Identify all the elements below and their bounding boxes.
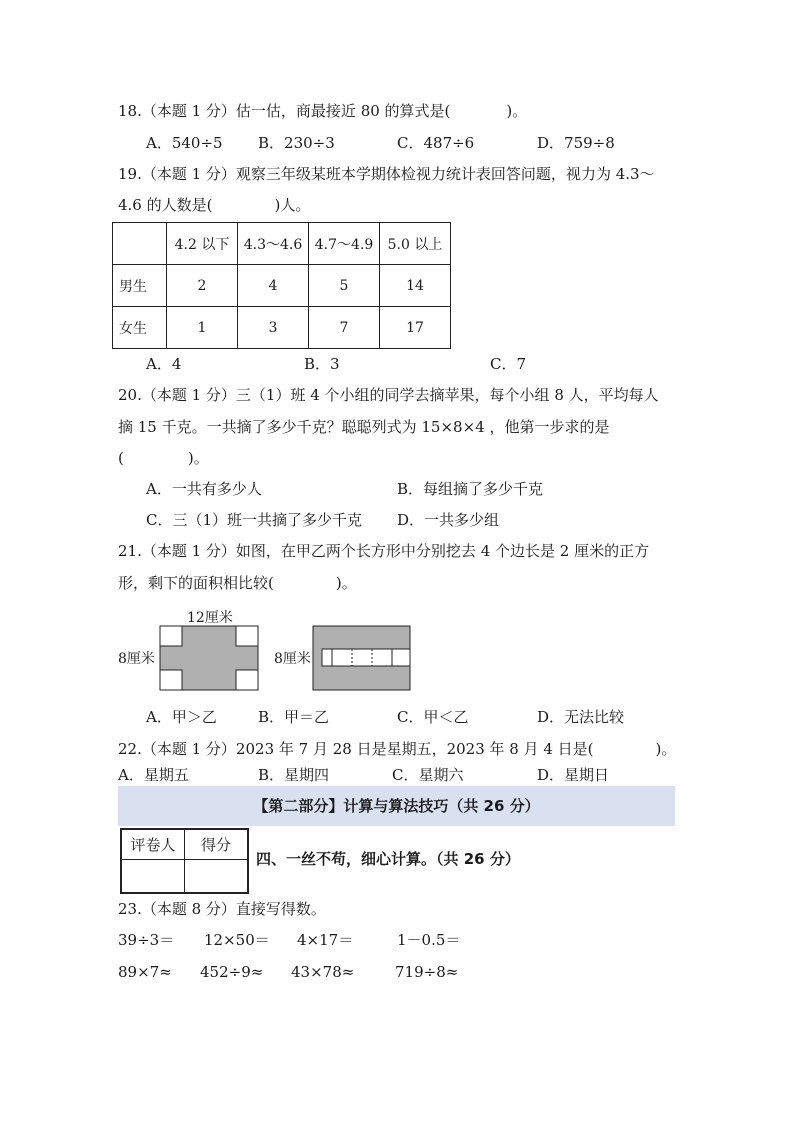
q19-option-b[interactable]: B．3: [304, 355, 340, 373]
q23-stem: 23.（本题 8 分）直接写得数。: [118, 900, 326, 918]
score-header-row: [121, 829, 248, 860]
cut-strip: [322, 649, 410, 666]
q18-stem: [118, 101, 527, 121]
q19-stem-line2-text: 4.6 的人数是(: [118, 196, 213, 214]
q20-option-b[interactable]: B．每组摘了多少千克: [397, 480, 544, 498]
q22-stem: [118, 739, 676, 759]
q18-stem-text: 18.（本题 1 分）估一估，商最接近 80 的算式是(: [118, 102, 451, 120]
q21-line2: [118, 573, 357, 593]
score-header: 得分: [185, 829, 249, 860]
q21-line2-close: )。: [335, 574, 357, 592]
rectangle-jia: [160, 626, 258, 690]
table-cell: 男生: [113, 265, 167, 307]
q19-option-a[interactable]: A．4: [146, 355, 182, 373]
calc-item: 39÷3＝: [118, 931, 175, 949]
q20-line1: 20.（本题 1 分）三（1）班 4 个小组的同学去摘苹果，每个小组 8 人，平均每人: [118, 386, 659, 404]
q19-stem-line1: 19.（本题 1 分）观察三年级某班本学期体检视力统计表回答问题，视力为 4.3～: [118, 165, 655, 183]
table-cell: 4: [238, 265, 309, 307]
table-header-cell: [113, 223, 167, 265]
table-row: [113, 307, 451, 349]
cut-square: [236, 670, 258, 690]
table-row: [113, 265, 451, 307]
q18-option-c[interactable]: C．487÷6: [397, 134, 475, 152]
calc-item: 43×78≈: [291, 963, 355, 981]
table-cell: 3: [238, 307, 309, 349]
q19-stem-line2-close: )人。: [274, 196, 311, 214]
cut-square: [160, 670, 182, 690]
figure-top-label: 12厘米: [187, 610, 233, 626]
q19-option-c[interactable]: C．7: [490, 355, 527, 373]
score-input-row: [121, 860, 248, 894]
q21-option-b[interactable]: B．甲＝乙: [258, 708, 330, 726]
q22-option-d[interactable]: D．星期日: [537, 766, 610, 784]
q21-option-c[interactable]: C．甲＜乙: [397, 708, 469, 726]
vision-statistics-table: [112, 222, 451, 349]
q20-option-a[interactable]: A．一共有多少人: [146, 480, 262, 498]
table-cell: 5: [309, 265, 380, 307]
cut-square: [236, 626, 258, 646]
calc-item: 89×7≈: [118, 963, 172, 981]
rectangle-yi: [313, 626, 410, 690]
table-cell: 2: [167, 265, 238, 307]
table-header-row: [113, 223, 451, 265]
cut-square: [160, 626, 182, 646]
calc-item: 452÷9≈: [200, 963, 264, 981]
calc-item: 4×17＝: [297, 931, 354, 949]
q20-line3-close: )。: [187, 449, 209, 467]
q18-stem-close: )。: [506, 102, 528, 120]
rectangles-figure: [116, 608, 416, 692]
q19-stem-line2: [118, 195, 310, 215]
section-heading: 四、一丝不苟，细心计算。（共 26 分）: [256, 850, 520, 868]
q20-option-c[interactable]: C．三（1）班一共摘了多少千克: [146, 511, 363, 529]
grader-score-table: [120, 828, 249, 894]
figure-left-label-yi: 8厘米: [274, 651, 311, 667]
q22-option-a[interactable]: A．星期五: [118, 766, 189, 784]
q20-line3-open: (: [118, 449, 124, 467]
calc-item: 1－0.5＝: [397, 931, 461, 949]
q20-option-d[interactable]: D．一共多少组: [397, 511, 500, 529]
score-field[interactable]: [185, 860, 249, 894]
grader-header: 评卷人: [121, 829, 185, 860]
table-cell: 17: [380, 307, 451, 349]
q22-option-b[interactable]: B．星期四: [258, 766, 330, 784]
table-header-cell: 5.0 以上: [380, 223, 451, 265]
figure-left-label-jia: 8厘米: [118, 651, 155, 667]
q20-line3: [118, 448, 209, 468]
table-header-cell: 4.3～4.6: [238, 223, 309, 265]
q22-option-c[interactable]: C．星期六: [392, 766, 464, 784]
q21-line2-text: 形，剩下的面积相比较(: [118, 574, 274, 592]
section-banner: 【第二部分】计算与算法技巧（共 26 分）: [118, 786, 675, 826]
calc-item: 12×50＝: [204, 931, 270, 949]
grader-field[interactable]: [121, 860, 185, 894]
table-cell: 1: [167, 307, 238, 349]
table-cell: 女生: [113, 307, 167, 349]
calc-item: 719÷8≈: [395, 963, 459, 981]
q21-line1: 21.（本题 1 分）如图，在甲乙两个长方形中分别挖去 4 个边长是 2 厘米的正方: [118, 542, 650, 560]
q18-option-d[interactable]: D．759÷8: [537, 134, 615, 152]
q20-line2: 摘 15 千克。一共摘了多少千克？聪聪列式为 15×8×4 ，他第一步求的是: [118, 418, 610, 436]
q18-option-a[interactable]: A．540÷5: [146, 134, 223, 152]
q22-stem-close: )。: [655, 740, 677, 758]
q21-option-a[interactable]: A．甲＞乙: [146, 708, 217, 726]
table-header-cell: 4.7～4.9: [309, 223, 380, 265]
q21-option-d[interactable]: D．无法比较: [537, 708, 625, 726]
table-header-cell: 4.2 以下: [167, 223, 238, 265]
table-cell: 7: [309, 307, 380, 349]
q18-option-b[interactable]: B．230÷3: [258, 134, 335, 152]
table-cell: 14: [380, 265, 451, 307]
q22-stem-text: 22.（本题 1 分）2023 年 7 月 28 日是星期五，2023 年 8 月 4 日是(: [118, 740, 594, 758]
